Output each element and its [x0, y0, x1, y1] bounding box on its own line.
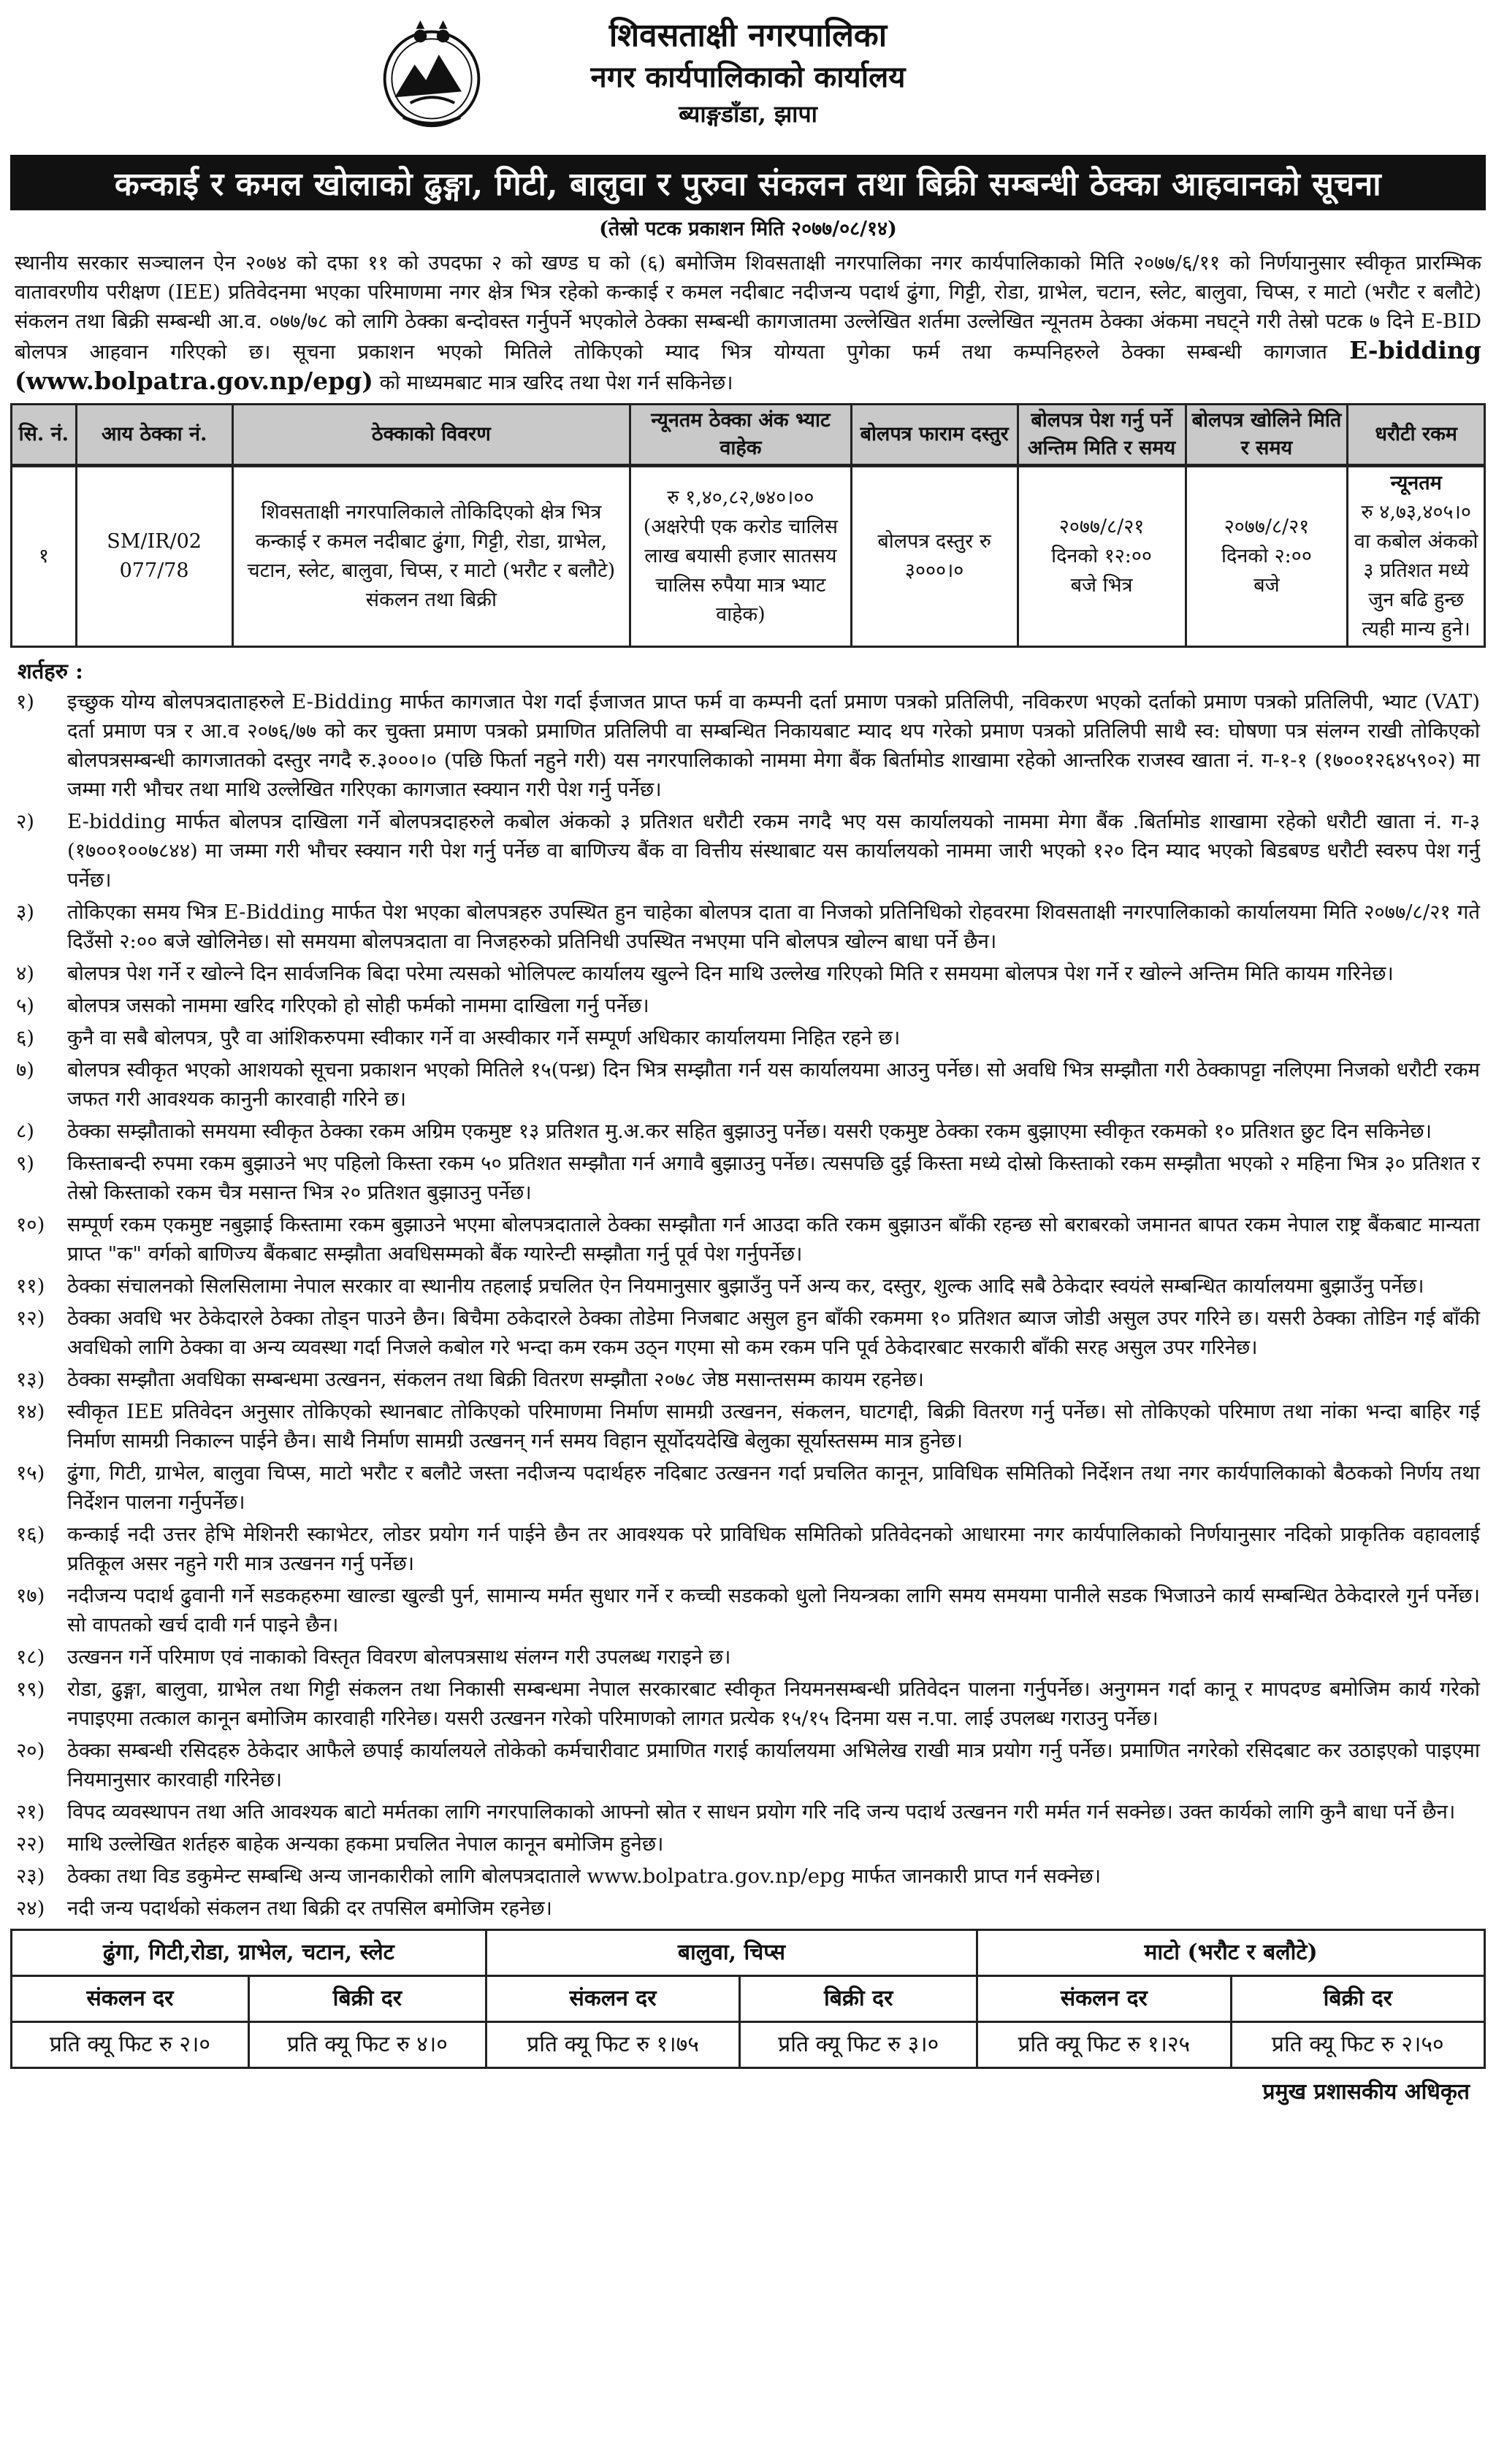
condition-text: ठेक्का अवधि भर ठेकेदारले ठेक्का तोड्न पाउने छैन। बिचैमा ठकेदारले ठेक्का तोडेमा निजबाट असुल हुन बाँकी रकममा १० प्रतिशत ब्याज जोडी असुल उपर गरिने छ। यसरी ठेक्का तोडिन गई बाँकी अवधिको लागि ठेक्का वा अन्य व्यवस्था गर्दा निजले कबोल गरे भन्दा कम रकम उठ्न गएमा सो कम रकम पनि पूर्व ठेकेदारबाट सरकारी बाँकी सरह असुल उपर गरिनेछ।	[67, 1306, 1480, 1359]
condition-number: ९)	[16, 1152, 35, 1175]
intro-paragraph	[10, 248, 1486, 397]
condition-text: नदीजन्य पदार्थ ढुवानी गर्ने सडकहरुमा खाल्डा खुल्डी पुर्न, सामान्य मर्मत सुधार गर्ने र कच्ची सडकको धुलो नियन्त्रका लागि समय समयमा पानीले सडक भिजाउने कार्य सम्बन्धित ठेकेदारले गुर्न पर्नेछ। सो वापतको खर्च दावी गर्न पाइने छैन।	[67, 1584, 1480, 1637]
deposit-text: रु ४,७३,४०५।० वा कबोल अंकको ३ प्रतिशत मध्ये जुन बढि हुन्छ त्यही मान्य हुने।	[1354, 501, 1478, 640]
conditions-heading: शर्तहरु :	[18, 659, 83, 684]
deposit-title: न्यूनतम	[1390, 472, 1442, 494]
tender-table	[10, 403, 1486, 648]
condition-text: कुनै वा सबै बोलपत्र, पुरै वा आंशिकरुपमा स्वीकार गर्ने वा अस्वीकार गर्ने सम्पूर्ण अधिकार कार्यालयमा निहित रहने छ।	[67, 1026, 901, 1049]
condition-item	[10, 1675, 1486, 1733]
open-time: दिनको २:००	[1221, 545, 1312, 567]
cell-deposit	[1348, 466, 1485, 647]
rate-table	[10, 1929, 1486, 2069]
rate-subheader: संकलन दर	[977, 1976, 1231, 2022]
condition-text: बोलपत्र जसको नाममा खरिद गरिएको हो सोही फर्मको नाममा दाखिला गर्नु पर्नेछ।	[67, 994, 649, 1017]
open-date: २०७७/८/२१	[1224, 516, 1310, 538]
rate-subheader: संकलन दर	[486, 1976, 739, 2022]
condition-number: १७)	[16, 1584, 45, 1607]
condition-number: ७)	[16, 1058, 35, 1082]
rate-subheader: बिक्री दर	[740, 1976, 977, 2022]
condition-text: रोडा, ढुङ्गा, बालुवा, ग्राभेल तथा गिट्टी संकलन तथा निकासी सम्बन्धमा नेपाल सरकारबाट स्वीकृत नियमनसम्बन्धी प्रतिवेदन पालना गर्नुपर्नेछ। अनुगमन गर्दा कानू र मापदण्ड बमोजिम कार्य गरेको नपाइएमा तत्काल कानून बमोजिम कारवाही गरिनेछ। यसरी उत्खनन गरेको परिमाणको लागत प्रत्येक १५/१५ दिनमा यस न.पा. लाई उपलब्ध गराउनु पर्नेछ।	[67, 1677, 1480, 1730]
condition-item	[10, 1862, 1486, 1891]
rate-value: प्रति क्यू फिट रु २।५०	[1231, 2022, 1484, 2068]
condition-item	[10, 1894, 1486, 1923]
condition-text: बोलपत्र पेश गर्ने र खोल्ने दिन सार्वजनिक बिदा परेमा त्यसको भोलिपल्ट कार्यालय खुल्ने दिन माथि उल्लेख गरिएको मिति र समयमा बोलपत्र पेश गर्ने र खोल्ने अन्तिम मिति कायम गरिनेछ।	[67, 962, 1394, 985]
col-header-min-amount: न्यूनतम ठेक्का अंक भ्याट वाहेक	[630, 405, 852, 466]
condition-item	[10, 1397, 1486, 1455]
cell-description: शिवसताक्षी नगरपालिकाले तोकिदिएको क्षेत्र भित्र कन्काई र कमल नदीबाट ढुंगा, गिट्टी, रोडा, ग्राभेल, चटान, स्लेट, बालुवा, चिप्स, र माटो (भरौट र बलौटे) संकलन तथा बिक्री	[232, 466, 630, 647]
col-header-submit-date: बोलपत्र पेश गर्नु पर्ने अन्तिम मिति र समय	[1018, 405, 1186, 466]
open-note: बजे	[1253, 574, 1280, 597]
condition-text: ठेक्का सम्बन्धी रसिदहरु ठेकेदार आफैले छपाई कार्यालयले तोकेको कर्मचारीवाट प्रमाणित गराई कार्यालयमा अभिलेख राखी मात्र प्रयोग गर्नु पर्नेछ। प्रमाणित नगरेको रसिदबाट कर उठाइएको पाइएमा नियमानुसार कारवाही गरिनेछ।	[67, 1739, 1480, 1791]
condition-text: तोकिएका समय भित्र E-Bidding मार्फत पेश भएका बोलपत्रहरु उपस्थित हुन चाहेका बोलपत्र दाता वा निजको प्रतिनिधिको रोहवरमा शिवसताक्षी नगरपालिकाको कार्यालयमा मिति २०७७/८/२१ गते दिउँसो २:०० बजे खोलिनेछ। सो समयमा बोलपत्रदाता वा निजहरुको प्रतिनिधी उपस्थित नभएमा पनि बोलपत्र खोल्न बाधा पर्ने छैन।	[67, 900, 1480, 953]
rate-subheader: संकलन दर	[12, 1976, 249, 2022]
condition-item	[10, 959, 1486, 988]
condition-text: स्वीकृत IEE प्रतिवेदन अनुसार तोकिएको स्थानबाट तोकिएको परिमाणमा निर्माण सामग्री उत्खनन, संकलन, घाटगद्दी, बिक्री वितरण गर्नु पर्नेछ। सो तोकिएको परिमाण तथा नांका भन्दा बाहिर गई निर्माण सामग्री निकाल्न पाईने छैन। साथै निर्माण सामग्री उत्खनन् गर्न समय विहान सूर्योदयदेखि बेलुका सूर्यास्तसम्म मात्र हुनेछ।	[67, 1400, 1480, 1453]
rate-value: प्रति क्यू फिट रु ३।०	[740, 2022, 977, 2068]
condition-number: ८)	[16, 1120, 35, 1143]
condition-item	[10, 1829, 1486, 1859]
condition-number: २)	[16, 810, 35, 833]
rate-subheader: बिक्री दर	[1231, 1976, 1484, 2022]
condition-text: सम्पूर्ण रकम एकमुष्ट नबुझाई किस्तामा रकम बुझाउने भएमा बोलपत्रदाताले ठेक्का सम्झौता गर्न आउदा कति रकम बुझाउन बाँकी रहन्छ सो बराबरको जमानत बापत रकम नेपाल राष्ट्र बैंकबाट मान्यता प्राप्त "क" वर्गको बाणिज्य बैंकबाट सम्झौता अवधिसम्मको बैंक ग्यारेन्टी सम्झौता गर्नु पूर्व पेश गर्नुपर्नेछ।	[67, 1213, 1480, 1266]
submit-time: दिनको १२:००	[1051, 545, 1152, 567]
ebidding-link[interactable]: E-bidding (www.bolpatra.gov.np/epg)	[15, 336, 1481, 395]
condition-text: ठेक्का तथा विड डकुमेन्ट सम्बन्धि अन्य जानकारीको लागि बोलपत्रदाताले www.bolpatra.gov.np/epg मार्फत जानकारी प्राप्त गर्न सक्नेछ।	[67, 1864, 1102, 1888]
condition-number: ४)	[16, 962, 35, 985]
condition-text: ठेक्का सम्झौताको समयमा स्वीकृत ठेक्का रकम अग्रिम एकमुष्ट १३ प्रतिशत मु.अ.कर सहित बुझाउनु पर्नेछ। यसरी एकमुष्ट ठेक्का रकम बुझाएमा स्वीकृत रकमको १० प्रतिशत छुट दिन सकिनेछ।	[67, 1120, 1432, 1143]
condition-item	[10, 807, 1486, 895]
intro-text: स्थानीय सरकार सञ्चालन ऐन २०७४ को दफा ११ को उपदफा २ को खण्ड घ को (६) बमोजिम शिवसताक्षी नगरपालिका नगर कार्यपालिकाको मिति २०७७/६/११ को निर्णयानुसार स्वीकृत प्रारम्भिक वातावरणीय परीक्षण (IEE) प्रतिवेदनमा भएका परिमाणमा नगर क्षेत्र भित्र रहेको कन्काई र कमल नदीबाट नदीजन्य पदार्थ ढुंगा, गिट्टी, रोडा, ग्राभेल, चटान, स्लेट, बालुवा, चिप्स, र माटो (भरौट र बलौटे) संकलन तथा बिक्री सम्बन्धी आ.व. ०७७/७८ को लागि ठेक्का बन्दोवस्त गर्नुपर्ने भएकोले ठेक्का सम्बन्धी कागजातमा उल्लेखित शर्तमा उल्लेखित न्यूनतम ठेक्का अंकमा नघट्ने गरी तेस्रो पटक ७ दिने E-BID बोलपत्र आहवान गरिएको छ। सूचना प्रकाशन भएको मितिले तोकिएको म्याद भित्र योग्यता पुगेका फर्म तथा कम्पनिहरुले ठेक्का सम्बन्धी कागजात	[15, 251, 1481, 364]
condition-text: इच्छुक योग्य बोलपत्रदाताहरुले E-Bidding मार्फत कागजात पेश गर्दा ईजाजत प्राप्त फर्म वा कम्पनी दर्ता प्रमाण पत्रको प्रतिलिपी, नविकरण भएको दर्ताको प्रमाण पत्रको प्रतिलिपी, भ्याट (VAT) दर्ता प्रमाण पत्र र आ.व २०७६/७७ को कर चुक्ता प्रमाण पत्रको प्रमाणित प्रतिलिपी वा सम्बन्धित निकायबाट म्याद थप गरेको प्रमाण पत्रको प्रतिलिपी साथै स्व: घोषणा पत्र संलग्न राखी तोकिएको बोलपत्रसम्बन्धी कागजातको दस्तुर नगदै रु.३०००।० (पछि फिर्ता नहुने गरी) यस नगरपालिकाको नाममा मेगा बैंक बिर्तामोड शाखामा रहेको आन्तरिक राजस्व खाता नं. ग-१-१ (१७००१२६४५९०२) मा जम्मा गरी भौचर तथा माथि उल्लेखित गरिएका कागजात स्क्यान गरी पेश गर्नु पर्नेछ।	[67, 690, 1480, 801]
condition-text: किस्ताबन्दी रुपमा रकम बुझाउने भए पहिलो किस्ता रकम ५० प्रतिशत सम्झौता गर्न अगावै बुझाउनु पर्नेछ। त्यसपछि दुई किस्ता मध्ये दोस्रो किस्ताको रकम सम्झौता भएको २ महिना भित्र ३० प्रतिशत र तेस्रो किस्ताको रकम चैत्र मसान्त भित्र २० प्रतिशत बुझाउनु पर्नेछ।	[67, 1152, 1480, 1204]
condition-item	[10, 1210, 1486, 1269]
submit-date: २०७७/८/२१	[1058, 516, 1145, 538]
cell-min-amount	[630, 466, 852, 647]
condition-item	[10, 991, 1486, 1020]
condition-item	[10, 1797, 1486, 1826]
condition-number: २२)	[16, 1832, 45, 1856]
condition-item	[10, 1642, 1486, 1672]
rate-value: प्रति क्यू फिट रु १।७५	[486, 2022, 739, 2068]
condition-number: १०)	[16, 1213, 45, 1236]
cell-sn: १	[12, 466, 77, 647]
cell-submit-date	[1018, 466, 1186, 647]
col-header-open-date: बोलपत्र खोलिने मिति र समय	[1186, 405, 1348, 466]
condition-number: १२)	[16, 1306, 45, 1330]
rate-group-sand: बालुवा, चिप्स	[486, 1930, 977, 1976]
cell-contract-no: SM/IR/02 077/78	[76, 466, 232, 647]
condition-item	[10, 1149, 1486, 1207]
notice-title: कन्काई र कमल खोलाको ढुङ्गा, गिटी, बालुवा र पुरुवा संकलन तथा बिक्री सम्बन्धी ठेक्का आहवानको सूचना	[10, 155, 1486, 210]
condition-item	[10, 1365, 1486, 1394]
conditions-list	[10, 687, 1486, 1923]
rate-value: प्रति क्यू फिट रु ४।०	[248, 2022, 486, 2068]
condition-item	[10, 898, 1486, 956]
condition-number: १८)	[16, 1645, 45, 1669]
condition-number: ३)	[16, 900, 35, 924]
condition-text: उत्खनन गर्ने परिमाण एवं नाकाको विस्तृत विवरण बोलपत्रसाथ संलग्न गरी उपलब्ध गराइने छ।	[67, 1645, 731, 1669]
min-amount-words: (अक्षरेपी एक करोड चालिस लाख बयासी हजार सातसय चालिस रुपैया मात्र भ्याट वाहेक)	[643, 516, 838, 626]
condition-text: E-bidding मार्फत बोलपत्र दाखिला गर्ने बोलपत्रदाहरुले कबोल अंकको ३ प्रतिशत धरौटी रकम नगदै भए यस कार्यालयको नाममा मेगा बैंक .बिर्तामोड शाखामा रहेको धरौटी खाता नं. ग-३ (१७००१००७८४४) मा जम्मा गरी भौचर स्क्यान गरी पेश गर्नु पर्नेछ वा बाणिज्य बैंक वा वित्तीय संस्थाबाट यस कार्यालयको नाममा जारी भएको १२० दिन म्याद भएको बिडबण्ड धरौटी स्वरुप पेश गर्नु पर्नेछ।	[67, 810, 1480, 892]
rate-value: प्रति क्यू फिट रु २।०	[12, 2022, 249, 2068]
condition-text: कन्काई नदी उत्तर हेभि मेशिनरी स्काभेटर, लोडर प्रयोग गर्न पाईने छैन तर आवश्यक परे प्राविधिक समितिको प्रतिवेदनको आधारमा नगर कार्यपालिकाको निर्णयानुसार नदिको प्राकृतिक वहावलाई प्रतिकूल असर नहुने गरी मात्र उत्खनन गर्नु पर्नेछ।	[67, 1523, 1480, 1575]
condition-text: ठेक्का संचालनको सिलसिलामा नेपाल सरकार वा स्थानीय तहलाई प्रचलित ऐन नियमानुसार बुझाउँनु पर्ने अन्य कर, दस्तुर, शुल्क आदि सबै ठेकेदार स्वयंले सम्बन्धित कार्यालयमा बुझाउँनु पर्नेछ।	[67, 1274, 1424, 1298]
condition-item	[10, 1520, 1486, 1578]
condition-number: ११)	[16, 1274, 45, 1298]
table-row	[12, 466, 1485, 647]
condition-number: ५)	[16, 994, 35, 1017]
rate-group-stone: ढुंगा, गिटी,रोडा, ग्राभेल, चटान, स्लेट	[12, 1930, 486, 1976]
condition-number: १३)	[16, 1368, 45, 1391]
condition-number: १५)	[16, 1461, 45, 1485]
condition-item	[10, 1055, 1486, 1114]
condition-text: माथि उल्लेखित शर्तहरु बाहेक अन्यका हकमा प्रचलित नेपाल कानून बमोजिम हुनेछ।	[67, 1832, 664, 1856]
org-name: शिवसताक्षी नगरपालिका	[608, 17, 888, 54]
cell-form-fee: बोलपत्र दस्तुर रु ३०००।०	[851, 466, 1018, 647]
condition-number: १६)	[16, 1523, 45, 1546]
condition-number: १)	[16, 690, 35, 713]
office-name: नगर कार्यपालिकाको कार्यालय	[590, 60, 906, 94]
condition-number: १४)	[16, 1400, 45, 1423]
condition-item	[10, 687, 1486, 804]
col-header-deposit: धरौटी रकम	[1348, 405, 1485, 466]
intro-end: को माध्यमबाट मात्र खरिद तथा पेश गर्न सकिनेछ।	[379, 371, 733, 394]
signature: प्रमुख प्रशासकीय अधिकृत	[1262, 2079, 1470, 2105]
condition-text: ठेक्का सम्झौता अवधिका सम्बन्धमा उत्खनन, संकलन तथा बिक्री वितरण सम्झौता २०७८ जेष्ठ मसान्तसम्म कायम रहनेछ।	[67, 1368, 924, 1391]
condition-number: २०)	[16, 1739, 45, 1762]
condition-number: २४)	[16, 1897, 45, 1920]
col-header-form-fee: बोलपत्र फाराम दस्तुर	[851, 405, 1018, 466]
condition-number: २१)	[16, 1800, 45, 1824]
condition-text: बोलपत्र स्वीकृत भएको आशयको सूचना प्रकाशन भएको मितिले १५(पन्ध्र) दिन भित्र सम्झौता गर्न यस कार्यालयमा आउनु पर्नेछ। सो अवधि भित्र सम्झौता गरी ठेक्कापट्टा नलिएमा निजको धरौटी रकम जफत गरी आवश्यक कानुनी कारवाही गरिने छ।	[67, 1058, 1480, 1111]
rate-subheader: बिक्री दर	[248, 1976, 486, 2022]
condition-item	[10, 1117, 1486, 1146]
condition-item	[10, 1458, 1486, 1517]
condition-text: नदी जन्य पदार्थको संकलन तथा बिक्री दर तपसिल बमोजिम रहनेछ।	[67, 1897, 552, 1920]
rate-group-soil: माटो (भरौट र बलौटे)	[977, 1930, 1485, 1976]
publication-date: (तेस्रो पटक प्रकाशन मिति २०७७/०८/१४)	[599, 218, 897, 240]
condition-item	[10, 1736, 1486, 1794]
condition-item	[10, 1304, 1486, 1362]
min-amount-value: रु १,४०,८२,७४०।००	[667, 486, 814, 509]
submit-note: बजे भित्र	[1070, 574, 1133, 597]
office-address: ब्याङ्गडाँडा, झापा	[679, 100, 817, 128]
col-header-description: ठेक्काको विवरण	[232, 405, 630, 466]
condition-number: ६)	[16, 1026, 35, 1049]
condition-number: २३)	[16, 1864, 45, 1888]
condition-item	[10, 1581, 1486, 1640]
condition-text: विपद व्यवस्थापन तथा अति आवश्यक बाटो मर्मतका लागि नगरपालिकाको आफ्नो स्रोत र साधन प्रयोग गरि नदि जन्य पदार्थ उत्खनन गरी मर्मत गर्न सक्नेछ। उक्त कार्यको लागि कुनै बाधा पर्ने छैन।	[67, 1800, 1456, 1824]
col-header-contract-no: आय ठेक्का नं.	[76, 405, 232, 466]
condition-item	[10, 1271, 1486, 1301]
cell-open-date	[1186, 466, 1348, 647]
col-header-sn: सि. नं.	[12, 405, 77, 466]
condition-number: १९)	[16, 1677, 45, 1701]
condition-text: ढुंगा, गिटी, ग्राभेल, बालुवा चिप्स, माटो भरौट र बलौटे जस्ता नदीजन्य पदार्थहरु नदिबाट उत्खनन गर्दा प्रचलित कानून, प्राविधिक समितिको निर्देशन तथा नगर कार्यपालिकाको बैठकको निर्णय तथा निर्देशन पालना गर्नुपर्नेछ।	[67, 1461, 1480, 1514]
rate-value: प्रति क्यू फिट रु १।२५	[977, 2022, 1231, 2068]
condition-item	[10, 1023, 1486, 1052]
header	[10, 15, 1486, 143]
